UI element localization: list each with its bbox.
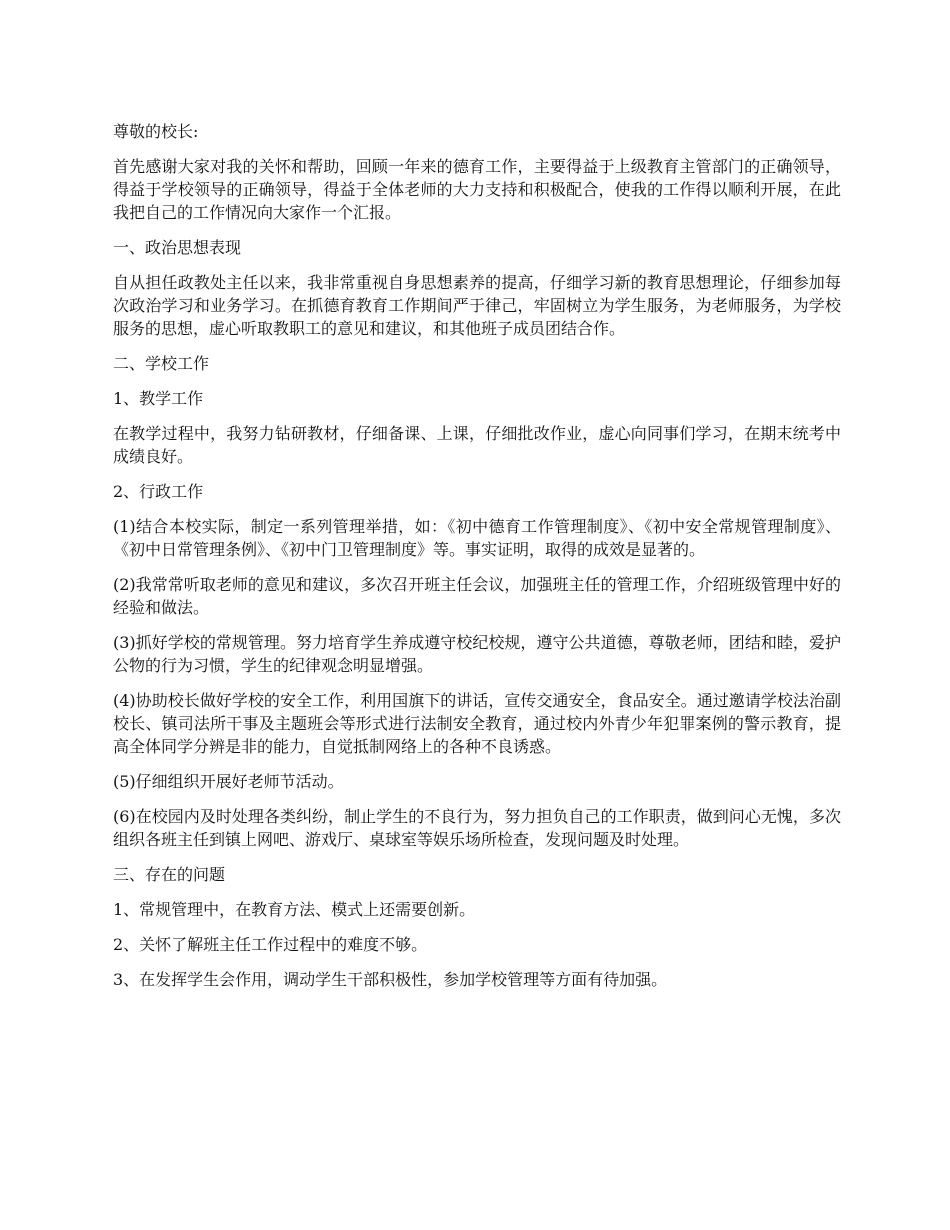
problem-item-3: 3、在发挥学生会作用，调动学生干部积极性，参加学校管理等方面有待加强。 xyxy=(113,970,668,989)
intro-paragraph: 首先感谢大家对我的关怀和帮助，回顾一年来的德育工作，主要得益于上级教育主管部门的正确领导，得益于学校领导的正确领导，得益于全体老师的大力支持和积极配合，使我的工作得以顺利开展，在此我把自己的工作情况向大家作一个汇报。 xyxy=(113,157,841,222)
problem-item-2: 2、关怀了解班主任工作过程中的难度不够。 xyxy=(113,935,428,954)
admin-item-2: (2)我常常听取老师的意见和建议，多次召开班主任会议，加强班主任的管理工作，介绍班级管理中好的经验和做法。 xyxy=(113,575,841,617)
subheading-administration: 2、行政工作 xyxy=(113,482,204,501)
salutation: 尊敬的校长: xyxy=(113,122,199,141)
teaching-paragraph: 在教学过程中，我努力钻研教材，仔细备课、上课，仔细批改作业，虚心向同事们学习，在期末统考中成绩良好。 xyxy=(113,424,841,466)
section-heading-school-work: 二、学校工作 xyxy=(113,354,210,373)
subheading-teaching: 1、教学工作 xyxy=(113,389,204,408)
admin-item-3: (3)抓好学校的常规管理。努力培育学生养成遵守校纪校规，遵守公共道德，尊敬老师，团结和睦，爱护公物的行为习惯，学生的纪律观念明显增强。 xyxy=(113,633,841,675)
admin-item-4: (4)协助校长做好学校的安全工作，利用国旗下的讲话，宣传交通安全，食品安全。通过邀请学校法治副校长、镇司法所干事及主题班会等形式进行法制安全教育，通过校内外青少年犯罪案例的警示教育，提高全体同学分辨是非的能力，自觉抵制网络上的各种不良诱惑。 xyxy=(113,691,841,756)
political-paragraph: 自从担任政教处主任以来，我非常重视自身思想素养的提高，仔细学习新的教育思想理论，仔细参加每次政治学习和业务学习。在抓德育教育工作期间严于律己，牢固树立为学生服务，为老师服务，为学校服务的思想，虚心听取教职工的意见和建议，和其他班子成员团结合作。 xyxy=(113,273,841,338)
admin-item-1: (1)结合本校实际，制定一系列管理举措，如：《初中德育工作管理制度》、《初中安全常规管理制度》、《初中日常管理条例》、《初中门卫管理制度》等。事实证明，取得的成效是显著的。 xyxy=(113,517,841,559)
section-heading-political: 一、政治思想表现 xyxy=(113,238,242,257)
document-page xyxy=(113,120,841,1003)
admin-item-6: (6)在校园内及时处理各类纠纷，制止学生的不良行为，努力担负自己的工作职责，做到问心无愧，多次组织各班主任到镇上网吧、游戏厅、桌球室等娱乐场所检查，发现问题及时处理。 xyxy=(113,807,841,849)
admin-item-5: (5)仔细组织开展好老师节活动。 xyxy=(113,772,344,791)
section-heading-problems: 三、存在的问题 xyxy=(113,865,226,884)
problem-item-1: 1、常规管理中，在教育方法、模式上还需要创新。 xyxy=(113,900,476,919)
